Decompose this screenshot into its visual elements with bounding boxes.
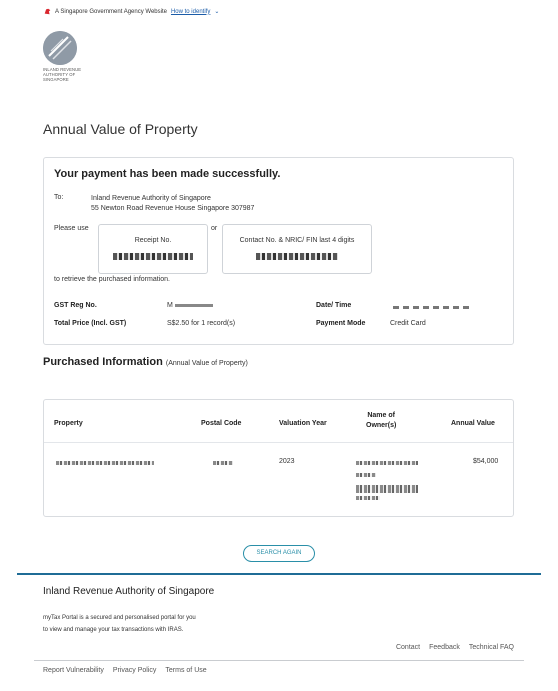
receipt-number-label: Receipt No. [134,237,172,244]
property-address-redacted [56,461,154,465]
retrieve-info-text: to retrieve the purchased information. [54,276,170,283]
contact-nric-redacted [256,253,338,260]
column-header-annual-value: Annual Value [451,420,495,427]
date-time-redacted [393,304,473,311]
column-header-postal-code: Postal Code [201,420,242,427]
column-header-owners [366,411,396,431]
purchased-info-title [43,356,248,368]
how-to-identify-link[interactable]: How to identify [170,8,211,15]
terms-of-use-link[interactable]: Terms of Use [165,667,207,674]
owner-name-redacted-3 [356,485,418,493]
search-again-button[interactable]: SEARCH AGAIN [243,545,315,562]
payment-success-heading: Your payment has been made successfully. [54,168,281,180]
singapore-lion-icon [44,8,51,15]
iras-logo-text: INLAND REVENUE AUTHORITY OF SINGAPORE [43,67,82,82]
postal-code-redacted [213,461,233,465]
gst-reg-redacted [175,304,213,307]
gst-reg-label: GST Reg No. [54,302,97,309]
annual-value: $54,000 [473,458,499,465]
total-price-value: S$2.50 for 1 record(s) [167,320,236,327]
purchased-info-subtitle: (Annual Value of Property) [165,360,248,367]
iras-logo-emblem [43,31,77,65]
technical-faq-link[interactable]: Technical FAQ [468,644,514,651]
gov-banner-text: A Singapore Government Agency Website [55,8,167,15]
to-label: To: [54,194,64,201]
contact-nric-box [222,224,372,274]
footer-description-line1: myTax Portal is a secured and personalised portal for you [43,615,196,621]
footer-title: Inland Revenue Authority of Singapore [43,586,215,597]
gst-reg-value [167,302,213,309]
purchased-info-heading: Purchased Information [43,356,163,368]
total-price-label: Total Price (Incl. GST) [54,320,127,327]
contact-nric-label: Contact No. & NRIC/ FIN last 4 digits [239,237,355,244]
report-vulnerability-link[interactable]: Report Vulnerability [43,667,104,674]
date-time-label: Date/ Time [316,302,352,309]
table-header-divider [44,442,513,443]
chevron-down-icon[interactable]: ⌄ [214,9,220,15]
column-header-owners-line1: Name of [367,412,395,419]
payment-mode-value: Credit Card [390,320,426,327]
recipient-street: 55 Newton Road Revenue House Singapore 307987 [91,205,255,212]
footer-divider [34,660,524,661]
please-use-label: Please use [54,225,89,232]
receipt-number-redacted [113,253,193,260]
column-header-owners-line2: Owner(s) [366,422,397,429]
payment-confirmation-card [43,157,514,345]
footer-divider-accent [17,573,541,575]
gst-reg-prefix: M [167,302,173,309]
gov-banner [44,8,219,15]
owner-name-redacted-2 [356,473,376,477]
page-title: Annual Value of Property [43,121,198,137]
footer-description [43,612,263,636]
receipt-number-box [98,224,208,274]
feedback-link[interactable]: Feedback [429,644,460,651]
legal-links [43,667,207,674]
owner-name-redacted-4 [356,496,380,500]
iras-logo[interactable] [43,31,103,82]
valuation-year-value: 2023 [279,458,295,465]
column-header-valuation-year: Valuation Year [279,420,327,427]
or-label: or [211,225,218,232]
owner-name-redacted-1 [356,461,418,465]
footer-description-line2: to view and manage your tax transactions with IRAS. [43,627,184,633]
column-header-property: Property [54,420,83,427]
contact-link[interactable]: Contact [395,644,421,651]
recipient-address [91,194,254,214]
privacy-policy-link[interactable]: Privacy Policy [112,667,157,674]
purchased-info-table [43,399,514,517]
recipient-name: Inland Revenue Authority of Singapore [91,195,211,202]
footer-links [396,644,514,651]
payment-mode-label: Payment Mode [316,320,366,327]
